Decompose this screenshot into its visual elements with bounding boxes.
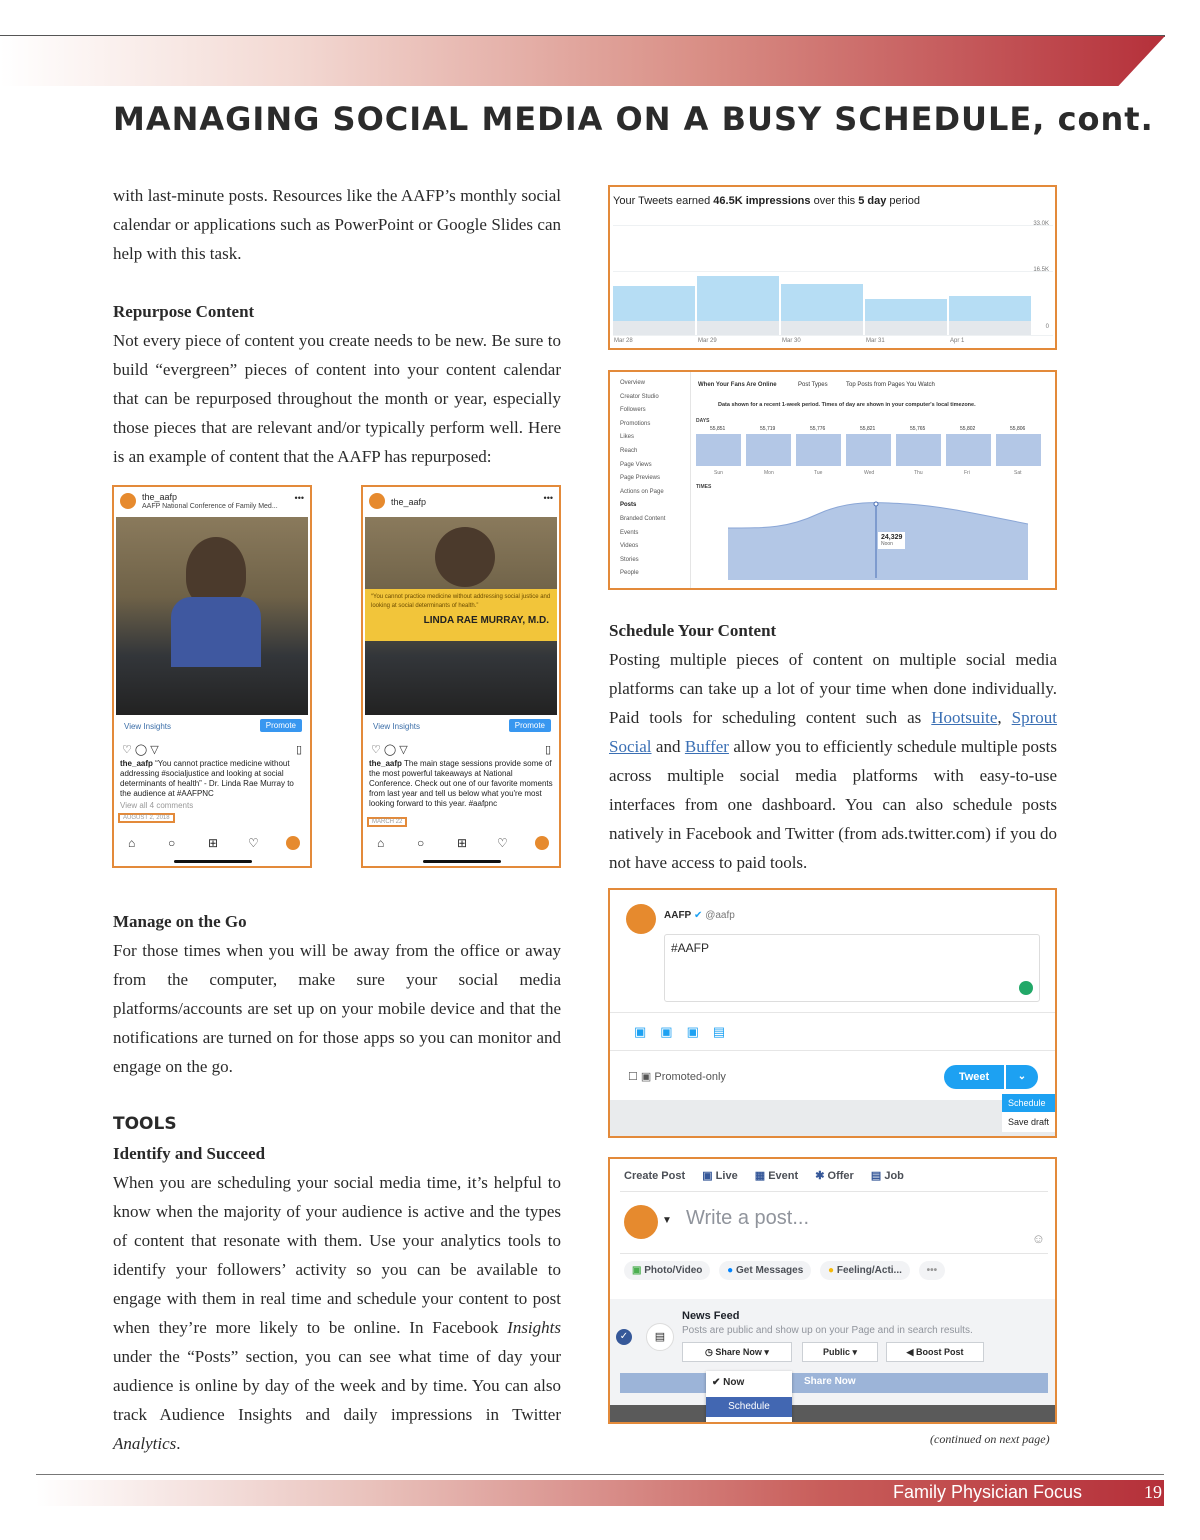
- impressions-bar-base: [781, 321, 863, 335]
- tweet-dropdown-chevron-icon[interactable]: ⌄: [1006, 1065, 1038, 1089]
- identify-text-2: under the “Posts” section, you can see what time of day your audience is online by day of the week and by time. You can also track Audience Insights and daily impressions in Twitter: [113, 1347, 561, 1424]
- day-value: 55,776: [810, 426, 826, 432]
- ig-caption: [369, 759, 553, 809]
- insights-note: Data shown for a recent 1-week period. Times of day are shown in your computer's local timezone.: [718, 402, 976, 408]
- ig-photo: [365, 517, 557, 715]
- verified-icon: ✔: [694, 910, 703, 921]
- add-icon[interactable]: ⊞: [457, 836, 468, 850]
- aafp-logo-icon: [369, 493, 385, 509]
- caption-text: The main stage sessions provide some of the most powerful takeaways at National Conference. Check out one of our favorite moments from last year and tell us below what you're most looking forward to this year. #aafpnc: [369, 759, 553, 808]
- audience-dropdown[interactable]: Public ▾: [802, 1342, 878, 1362]
- insights-menu-item[interactable]: Stories: [620, 556, 639, 563]
- instagram-post-1: [112, 485, 312, 868]
- divider: [610, 1012, 1055, 1013]
- insights-menu-item[interactable]: Followers: [620, 407, 646, 414]
- tweet-textarea[interactable]: [664, 934, 1040, 1002]
- quote-banner: [365, 589, 557, 641]
- insights-menu-item[interactable]: Creator Studio: [620, 393, 659, 400]
- share-now-dropdown[interactable]: ◷ Share Now ▾: [682, 1342, 792, 1362]
- menu-now[interactable]: ✔ Now: [712, 1377, 745, 1388]
- add-icon[interactable]: ⊞: [208, 836, 219, 850]
- manage-paragraph: For those times when you will be away from the office or away from the computer, make sure your social media platforms/accounts are set up on your mobile device and that the notifications are turned on for those apps so you can monitor and engage on the go.: [113, 941, 561, 1076]
- footer-rule: [36, 1474, 1164, 1475]
- ig-username[interactable]: the_aafp: [142, 492, 178, 502]
- news-feed-description: Posts are public and show up on your Page and in search results.: [682, 1325, 973, 1336]
- day-name: Thu: [914, 470, 923, 476]
- promoted-only-checkbox[interactable]: ☐ ▣ Promoted-only: [628, 1071, 726, 1083]
- day-value: 55,821: [860, 426, 876, 432]
- divider: [620, 1191, 1048, 1192]
- day-name: Sun: [714, 470, 723, 476]
- grid-line: [613, 271, 1053, 272]
- grid-line: [613, 225, 1053, 226]
- insights-menu-item[interactable]: People: [620, 570, 639, 577]
- ig-photo: [116, 517, 308, 715]
- ig-action-icons[interactable]: ♡ ◯ ▽: [371, 744, 408, 756]
- day-name: Wed: [864, 470, 875, 476]
- tab-fans-online[interactable]: When Your Fans Are Online: [698, 382, 777, 388]
- x-tick: Apr 1: [950, 338, 965, 344]
- identify-end: .: [176, 1434, 181, 1453]
- insights-sidebar: [610, 372, 690, 588]
- ig-nav-bar: [363, 834, 559, 866]
- quote-name: LINDA RAE MURRAY, M.D.: [423, 615, 549, 626]
- ig-action-icons[interactable]: ♡ ◯ ▽: [122, 744, 159, 756]
- promote-button[interactable]: Promote: [260, 719, 302, 732]
- megaphone-icon: ◀: [906, 1347, 914, 1357]
- avatar: [626, 904, 656, 934]
- offer-icon: ✱: [815, 1170, 825, 1182]
- tab-post-types[interactable]: Post Types: [798, 382, 828, 388]
- caption-user: the_aafp: [369, 759, 402, 768]
- divider: [620, 1253, 1048, 1254]
- schedule-option[interactable]: Schedule: [1002, 1094, 1055, 1112]
- bookmark-icon[interactable]: ▯: [544, 744, 551, 756]
- instagram-post-2: [361, 485, 561, 868]
- news-feed-icon: ▤: [646, 1323, 674, 1351]
- ig-username[interactable]: the_aafp: [391, 497, 427, 507]
- compose-footer: [610, 1100, 1055, 1138]
- ig-insights-bar: [116, 717, 308, 735]
- search-icon[interactable]: ○: [417, 836, 425, 850]
- share-timing-menu: [706, 1371, 792, 1424]
- save-draft-option[interactable]: Save draft: [1002, 1112, 1055, 1132]
- insights-menu-item[interactable]: Branded Content: [620, 516, 666, 522]
- ig-insights-bar: [365, 717, 557, 735]
- x-tick: Mar 29: [698, 338, 717, 344]
- left-column-top: [113, 181, 561, 471]
- sprout-social-link[interactable]: Sprout Social: [609, 708, 1058, 756]
- news-feed-title: News Feed: [682, 1310, 740, 1322]
- tab-live[interactable]: Live: [715, 1170, 738, 1182]
- day-bar[interactable]: [796, 434, 841, 466]
- insights-menu-item[interactable]: Posts: [620, 502, 637, 509]
- identify-text-1: When you are scheduling your social media time, it’s helpful to know when the majority of your audience is active and the types of content that resonate with them. Use your analytics tools to identify your followers’ activity so you can be available to engage with them in real time and schedule your content to post when they’re more likely to be online. In Facebook: [113, 1173, 561, 1337]
- ig-date: MARCH 22: [367, 817, 407, 827]
- tab-event[interactable]: Event: [768, 1170, 799, 1182]
- impressions-bar[interactable]: [781, 284, 863, 321]
- analytics-term: Analytics: [113, 1434, 177, 1453]
- impressions-bar-base: [949, 321, 1031, 335]
- day-value: 55,719: [760, 426, 776, 432]
- divider: [610, 1050, 1055, 1051]
- repurpose-paragraph: Not every piece of content you create needs to be new. Be sure to build “evergreen” pieces of content into your content calendar that can be repurposed throughout the month or year, especially those pieces that are relevant and/or typically perform well. Here is an example of content that the AAFP has repurposed:: [113, 331, 561, 466]
- chart-caption: Your Tweets earned 46.5K impressions over this 5 day period: [613, 195, 920, 207]
- insights-term: Insights: [507, 1318, 561, 1337]
- sidebar-divider: [690, 372, 691, 588]
- profile-icon[interactable]: [535, 836, 549, 850]
- menu-schedule[interactable]: Schedule: [706, 1397, 792, 1417]
- tweet-text: #AAFP: [671, 941, 710, 955]
- quote-text: “You cannot practice medicine without addressing social justice and looking at social determinants of health.”: [371, 594, 551, 609]
- facebook-compose: [608, 1157, 1057, 1424]
- day-bar[interactable]: [896, 434, 941, 466]
- tab-job[interactable]: Job: [884, 1170, 904, 1182]
- x-tick: Mar 31: [866, 338, 885, 344]
- page-title: MANAGING SOCIAL MEDIA ON A BUSY SCHEDULE, cont.: [113, 100, 1154, 138]
- identify-heading: Identify and Succeed: [113, 1144, 266, 1163]
- hootsuite-link[interactable]: Hootsuite: [931, 708, 998, 727]
- photo-icon: ▣: [632, 1265, 642, 1276]
- view-insights-link[interactable]: View Insights: [124, 722, 171, 731]
- tweet-button[interactable]: Tweet: [944, 1065, 1004, 1089]
- insights-menu-item[interactable]: Reach: [620, 448, 638, 454]
- insights-menu-item[interactable]: Events: [620, 529, 639, 536]
- home-icon[interactable]: ⌂: [128, 836, 136, 850]
- day-value: 55,765: [910, 426, 926, 432]
- continued-note: (continued on next page): [930, 1432, 1050, 1446]
- day-bar[interactable]: [946, 434, 991, 466]
- day-value: 55,806: [1010, 426, 1026, 432]
- job-icon: ▤: [870, 1170, 882, 1182]
- header-band: [0, 36, 1165, 86]
- more-options-button[interactable]: •••: [919, 1261, 946, 1280]
- times-label: TIMES: [696, 484, 712, 490]
- home-icon[interactable]: ⌂: [377, 836, 385, 850]
- left-column-bottom: [113, 907, 561, 1458]
- ig-header: [363, 487, 559, 515]
- tab-top-posts[interactable]: Top Posts from Pages You Watch: [846, 382, 935, 388]
- tab-create-post[interactable]: Create Post: [624, 1170, 686, 1182]
- view-comments[interactable]: View all 4 comments: [120, 801, 194, 810]
- impressions-bar[interactable]: [697, 276, 779, 321]
- compose-actions: [624, 1265, 945, 1276]
- live-icon: ▣: [702, 1170, 713, 1182]
- page-avatar[interactable]: [624, 1205, 658, 1239]
- caption-text: “You cannot practice medicine without addressing #socialjustice and looking at social determinants of health” - Dr. Linda Rae Murray to the audience at #AAFPNC: [120, 759, 294, 798]
- insights-menu-item[interactable]: Videos: [620, 543, 639, 550]
- ig-location: AAFP National Conference of Family Med...: [142, 503, 278, 510]
- y-tick: 16.5K: [1033, 267, 1049, 273]
- twitter-compose: [608, 888, 1057, 1138]
- insights-menu-item[interactable]: Likes: [620, 434, 635, 441]
- ig-date: AUGUST 2, 2018: [118, 813, 175, 823]
- speaker-figure: [435, 527, 495, 587]
- media-icons[interactable]: ▣▣▣▤: [634, 1024, 740, 1039]
- impressions-bar[interactable]: [613, 286, 695, 321]
- day-bar[interactable]: [746, 434, 791, 466]
- home-indicator: [423, 860, 501, 863]
- day-value: 55,802: [960, 426, 976, 432]
- share-now-bar[interactable]: [620, 1373, 1048, 1393]
- view-insights-link[interactable]: View Insights: [373, 722, 420, 731]
- panel-shadow: [610, 1405, 1055, 1424]
- account-line: AAFP ✔ @aafp: [664, 910, 735, 921]
- impressions-bar-base: [613, 321, 695, 335]
- feeling-button[interactable]: ● Feeling/Acti...: [820, 1261, 910, 1280]
- ig-header: [114, 487, 310, 515]
- schedule-heading: Schedule Your Content: [609, 621, 777, 640]
- days-label: DAYS: [696, 418, 710, 424]
- day-name: Mon: [764, 470, 774, 476]
- caption-user: the_aafp: [120, 759, 153, 768]
- more-icon[interactable]: •••: [294, 493, 304, 503]
- smile-icon: ●: [828, 1265, 835, 1276]
- speaker-dress: [171, 597, 261, 667]
- ig-caption: [120, 759, 304, 811]
- heart-icon[interactable]: ♡: [248, 836, 259, 850]
- insights-menu-item[interactable]: Overview: [620, 380, 646, 386]
- promote-button[interactable]: Promote: [509, 719, 551, 732]
- repurpose-heading: Repurpose Content: [113, 302, 255, 321]
- impressions-bar[interactable]: [949, 296, 1031, 321]
- day-bar[interactable]: [996, 434, 1041, 466]
- more-icon[interactable]: •••: [543, 493, 553, 503]
- share-now-bar-label: Share Now: [804, 1376, 856, 1387]
- day-bar[interactable]: [696, 434, 741, 466]
- get-messages-button[interactable]: ● Get Messages: [719, 1261, 811, 1280]
- aafp-logo-icon: [120, 493, 136, 509]
- day-name: Sat: [1014, 470, 1022, 476]
- manage-heading: Manage on the Go: [113, 912, 247, 931]
- event-icon: ▦: [754, 1170, 766, 1182]
- y-tick: 0: [1045, 324, 1049, 330]
- search-icon[interactable]: ○: [168, 836, 176, 850]
- photo-video-button[interactable]: ▣ Photo/Video: [624, 1261, 710, 1280]
- insights-menu-item[interactable]: Promotions: [620, 420, 651, 427]
- tab-offer[interactable]: Offer: [827, 1170, 854, 1182]
- impressions-bar-base: [697, 321, 779, 335]
- home-indicator: [174, 860, 252, 863]
- insights-menu-item[interactable]: Page Previews: [620, 475, 661, 482]
- buffer-link[interactable]: Buffer: [684, 737, 729, 756]
- emoji-icon[interactable]: ☺: [1031, 1231, 1045, 1246]
- impressions-bar-base: [865, 321, 947, 335]
- day-name: Tue: [814, 470, 823, 476]
- tweet-impressions-chart: [608, 185, 1057, 350]
- insights-menu-item[interactable]: Actions on Page: [620, 488, 664, 495]
- check-icon[interactable]: ✓: [616, 1329, 632, 1345]
- messenger-icon: ●: [727, 1265, 734, 1276]
- tools-heading: TOOLS: [113, 1114, 177, 1134]
- impressions-bar[interactable]: [865, 299, 947, 321]
- bookmark-icon[interactable]: ▯: [295, 744, 302, 756]
- x-tick: Mar 28: [614, 338, 633, 344]
- identify-paragraph: [113, 1168, 561, 1458]
- insights-menu-item[interactable]: Page Views: [620, 461, 652, 468]
- post-input[interactable]: Write a post...: [686, 1207, 810, 1229]
- day-name: Fri: [964, 470, 970, 476]
- right-column-text: [609, 616, 1057, 877]
- page-number: 19: [1144, 1482, 1162, 1502]
- x-tick: Mar 30: [782, 338, 801, 344]
- publication-name: Family Physician Focus: [893, 1482, 1083, 1502]
- ig-nav-bar: [114, 834, 310, 866]
- boost-post-button[interactable]: ◀ Boost Post: [886, 1342, 984, 1362]
- day-value: 55,851: [710, 426, 726, 432]
- caret-down-icon[interactable]: ▼: [662, 1215, 672, 1226]
- day-bar[interactable]: [846, 434, 891, 466]
- schedule-paragraph: Posting multiple pieces of content on multiple social media platforms can take up a lot of your time when done individually. Paid tools for scheduling content such as Hootsuite, Sprout Social and Buffer allow you to efficiently schedule multiple posts across multiple social media platforms with easy-to-use interfaces from one dashboard. You can also schedule posts natively in Facebook and Twitter (from ads.twitter.com) if you do not have access to paid tools.: [609, 650, 1058, 872]
- compose-tabs: [624, 1169, 904, 1182]
- grid-line: [613, 335, 1053, 336]
- times-tooltip: 24,329 Noon: [878, 532, 905, 549]
- intro-paragraph: with last-minute posts. Resources like the AAFP’s monthly social calendar or applications such as PowerPoint or Google Slides can help with this task.: [113, 186, 561, 263]
- facebook-insights: [608, 370, 1057, 590]
- grammar-icon: [1019, 981, 1033, 995]
- profile-icon[interactable]: [286, 836, 300, 850]
- y-tick: 33.0K: [1033, 221, 1049, 227]
- heart-icon[interactable]: ♡: [497, 836, 508, 850]
